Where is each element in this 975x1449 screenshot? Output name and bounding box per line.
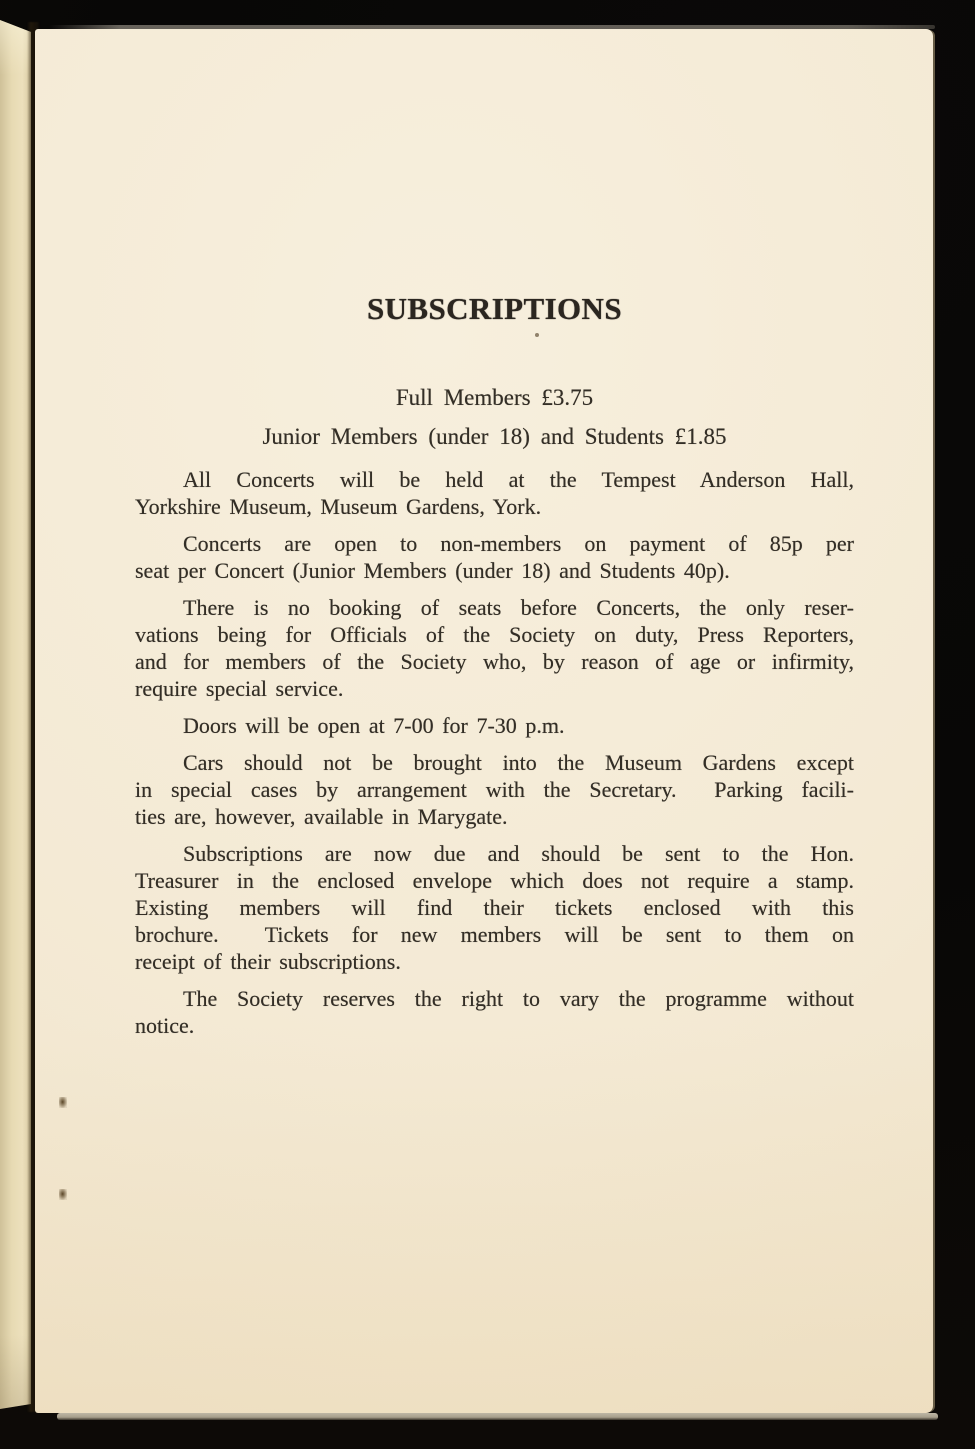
paragraph-line: All Concerts will be held at the Tempest Anderson Hall, (183, 467, 854, 492)
paragraph (135, 840, 854, 975)
paragraph-line: Existing members will find their tickets enclosed with this (135, 895, 854, 920)
paper-speck (535, 333, 539, 337)
paragraph-line: vations being for Officials of the Society on duty, Press Reporters, (135, 622, 854, 647)
paragraph-line: Doors will be open at 7-00 for 7-30 p.m. (183, 713, 565, 738)
paragraph-line: and for members of the Society who, by reason of age or infirmity, (135, 649, 854, 674)
text-lines (135, 384, 854, 1039)
paragraph-line: seat per Concert (Junior Members (under 18) and Students 40p). (135, 558, 730, 583)
paragraph-line: Cars should not be brought into the Museum Gardens except (183, 750, 854, 775)
paragraph-line: receipt of their subscriptions. (135, 949, 401, 974)
paragraph (135, 594, 854, 702)
staple-mark (59, 1189, 67, 1200)
center-line: Full Members £3.75 (395, 385, 594, 410)
center-line: Junior Members (under 18) and Students £1.85 (262, 424, 727, 449)
paragraph-line: brochure. Tickets for new members will be sent to them on (135, 922, 854, 947)
paragraph-line: Treasurer in the enclosed envelope which does not require a stamp. (135, 868, 854, 893)
paragraph-line: in special cases by arrangement with the Secretary. Parking facili- (135, 777, 854, 802)
paragraph-line: The Society reserves the right to vary the programme without (183, 986, 854, 1011)
paragraph (135, 712, 854, 739)
page-title: SUBSCRIPTIONS (366, 291, 622, 326)
paragraph-line: ties are, however, available in Marygate. (135, 804, 508, 829)
paragraph-line: require special service. (135, 676, 344, 701)
page-content (135, 292, 854, 1039)
paragraph (135, 749, 854, 830)
staple-mark (59, 1097, 67, 1108)
paragraph-line: notice. (135, 1013, 195, 1038)
paragraph-line: There is no booking of seats before Concerts, the only reser- (183, 595, 854, 620)
paragraph (135, 530, 854, 584)
paragraph (135, 985, 854, 1039)
paragraph-line: Subscriptions are now due and should be sent to the Hon. (183, 841, 854, 866)
page-sheet (35, 29, 933, 1413)
paragraph (135, 466, 854, 520)
paragraph-line: Concerts are open to non-members on payment of 85p per (183, 531, 854, 556)
paragraph-line: Yorkshire Museum, Museum Gardens, York. (135, 494, 542, 519)
